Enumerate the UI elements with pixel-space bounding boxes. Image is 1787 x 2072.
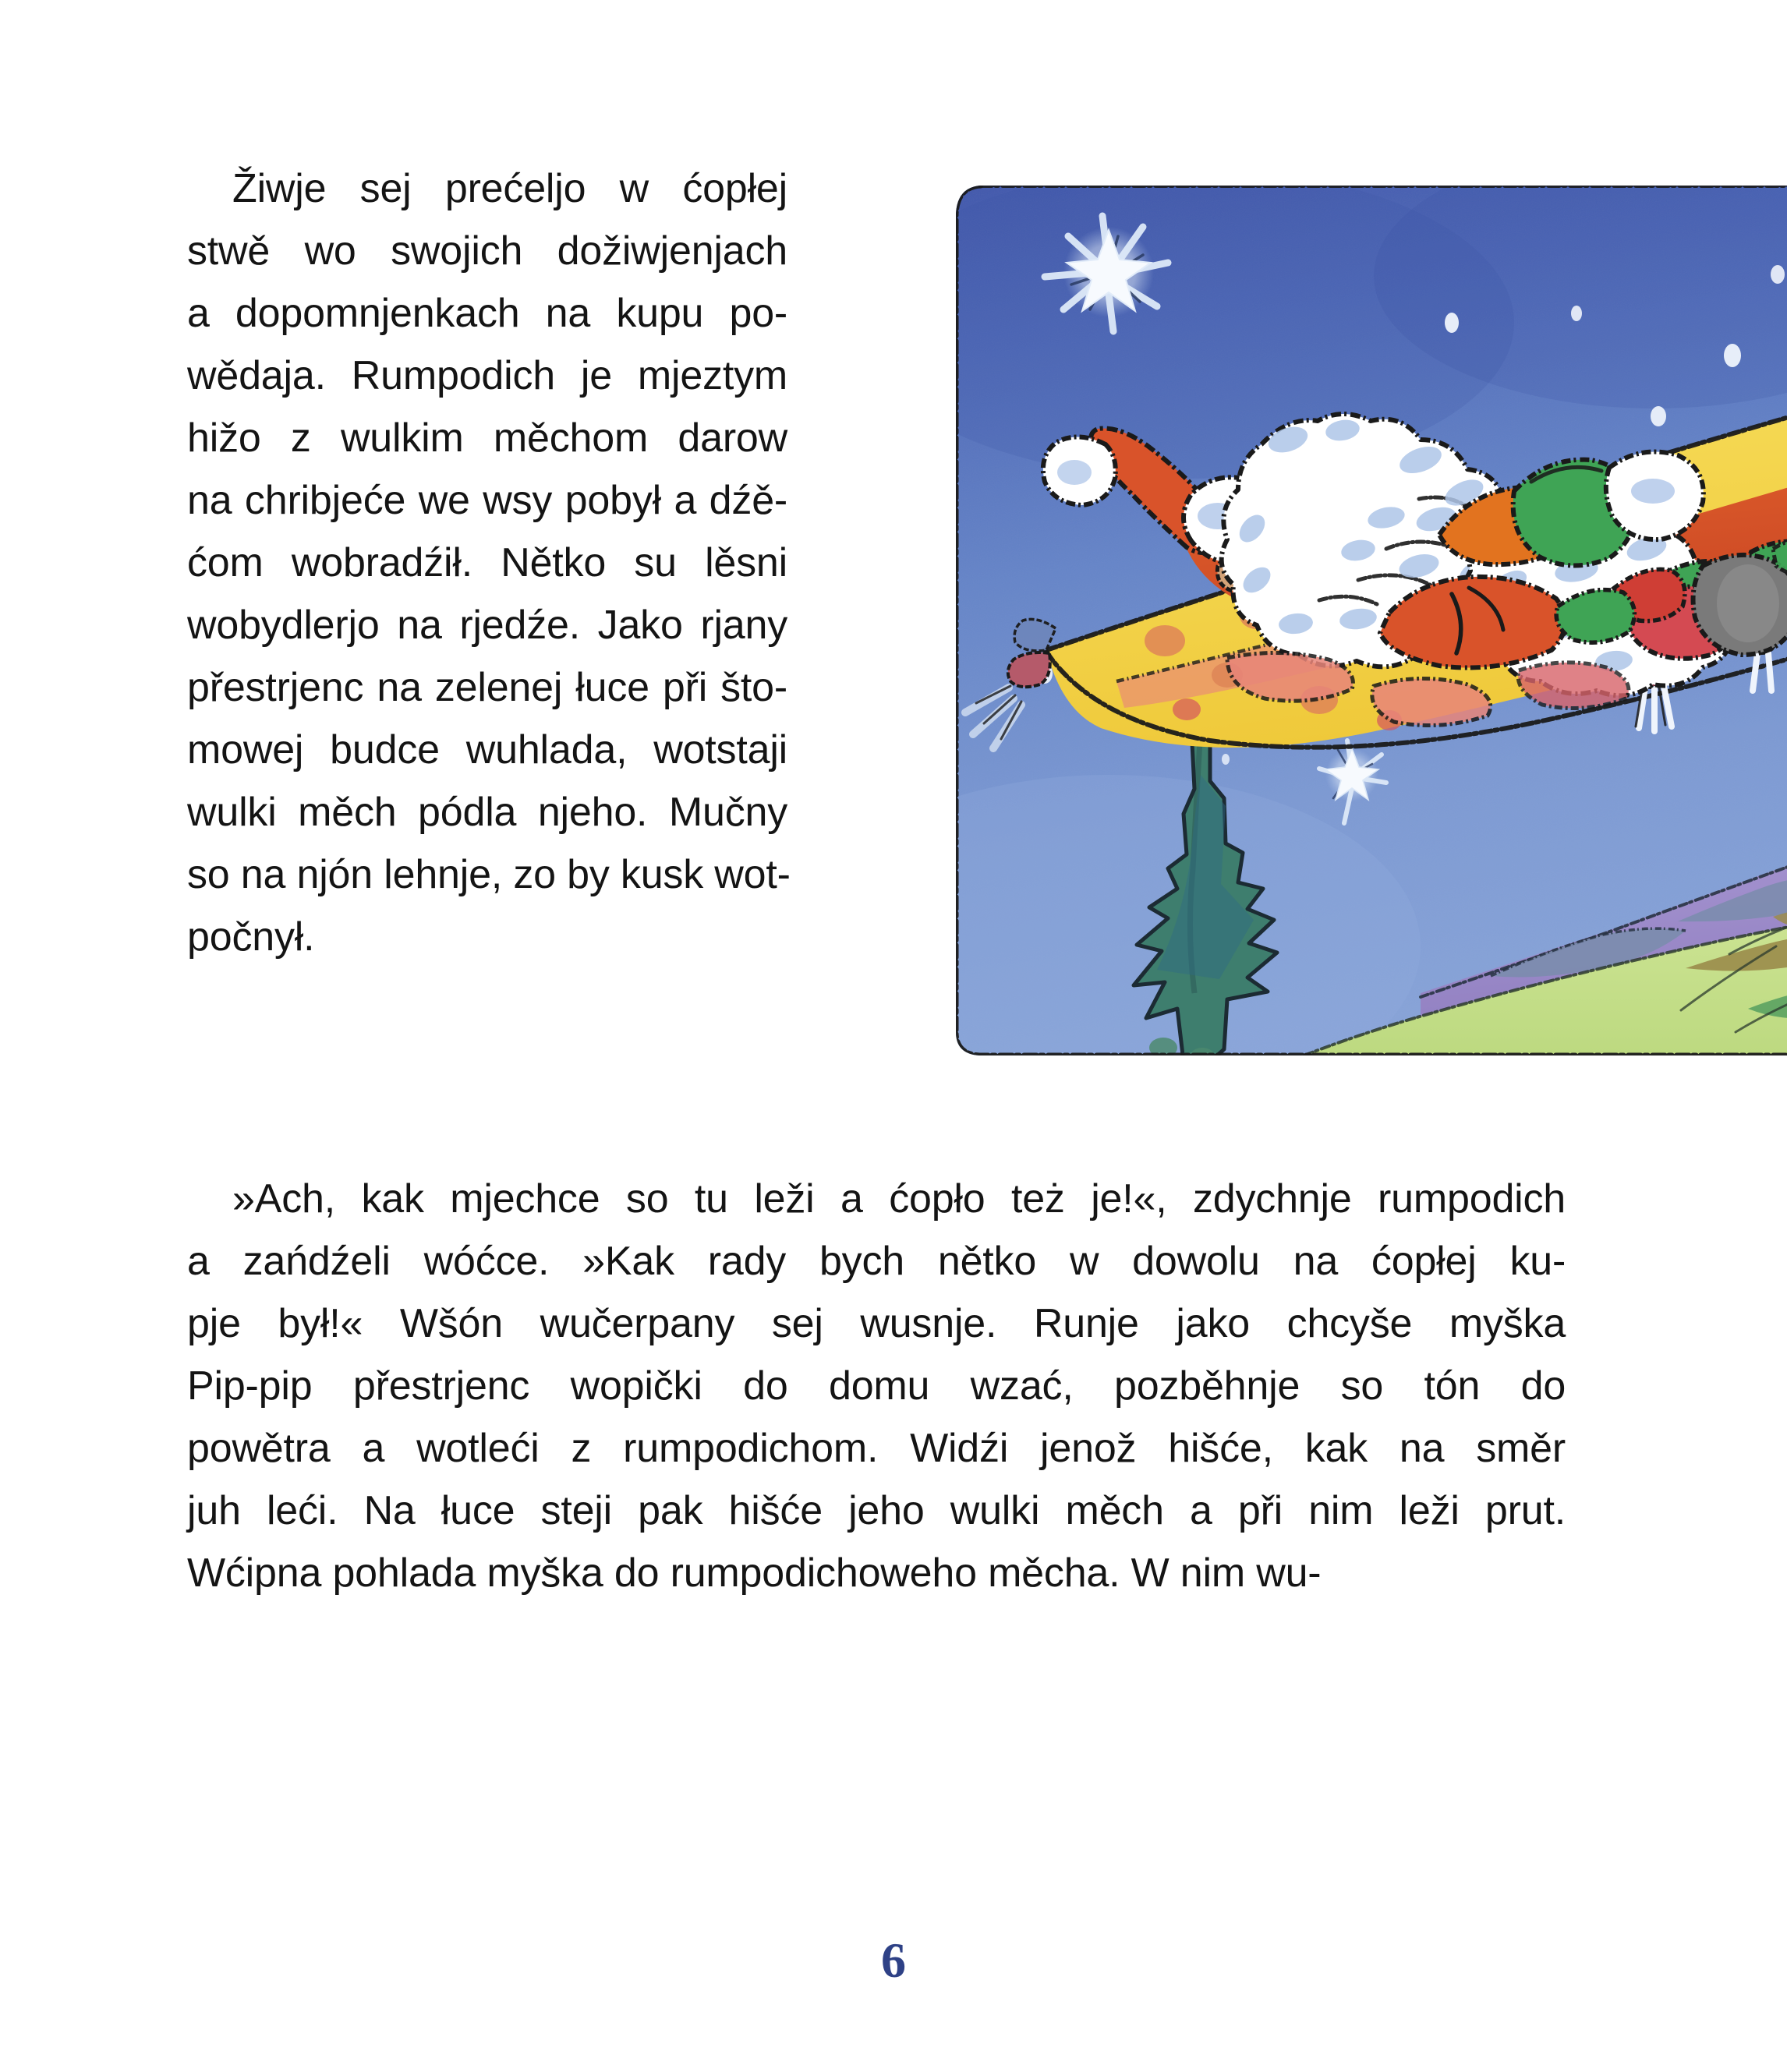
word: kak <box>361 1176 424 1222</box>
word: so <box>1340 1363 1384 1409</box>
word: Pip-pip <box>187 1363 313 1409</box>
page-number: 6 <box>881 1932 906 1988</box>
word: Mučny <box>668 790 788 835</box>
word: prut. <box>1484 1488 1566 1533</box>
word: wuhlada, <box>465 727 628 773</box>
word: wulki <box>187 790 277 835</box>
word: a <box>674 478 697 523</box>
word: wsy <box>483 478 553 523</box>
word: při <box>1237 1488 1283 1533</box>
word: je <box>580 353 612 398</box>
word: myška <box>1449 1301 1566 1346</box>
text-line <box>187 719 787 781</box>
word: rady <box>707 1239 787 1284</box>
word: tón <box>1424 1363 1481 1409</box>
word: by <box>567 852 610 897</box>
word: wusnje. <box>860 1301 997 1346</box>
word: rumpodichoweho <box>670 1550 977 1596</box>
text-line <box>187 407 787 469</box>
word: njeho. <box>537 790 648 835</box>
word: při <box>662 665 708 710</box>
word: nim <box>1180 1550 1245 1596</box>
word: Nětko <box>501 540 607 585</box>
word: sej <box>771 1301 823 1346</box>
word: so <box>187 852 230 897</box>
word: směr <box>1476 1426 1566 1471</box>
word: rumpodich <box>1378 1176 1566 1222</box>
word: Wćipna <box>187 1550 322 1596</box>
word: steji <box>540 1488 612 1533</box>
word: leći. <box>266 1488 338 1533</box>
word: a <box>362 1426 385 1471</box>
word: budce <box>330 727 440 773</box>
text-line <box>187 1168 1566 1230</box>
word: »Kak <box>582 1239 674 1284</box>
word: swojich <box>391 228 523 274</box>
word: Jako <box>597 603 683 648</box>
word: jeho <box>848 1488 925 1533</box>
word: juh <box>187 1488 241 1533</box>
word: z <box>571 1426 592 1471</box>
paragraph-one <box>187 157 791 968</box>
word: měchom <box>493 415 649 461</box>
word: darow <box>678 415 788 461</box>
text-line <box>187 1292 1566 1355</box>
word: kusk <box>620 852 704 897</box>
text-line <box>187 157 787 220</box>
word: rjedźe. <box>459 603 580 648</box>
word: do <box>743 1363 788 1409</box>
word: łuce <box>575 665 649 710</box>
word: wulki <box>950 1488 1040 1533</box>
word: dožiwjenjach <box>557 228 788 274</box>
text-line <box>187 282 787 345</box>
word: domu <box>828 1363 930 1409</box>
word: nim <box>1308 1488 1374 1533</box>
word: lěsni <box>705 540 788 585</box>
word: na <box>187 478 232 523</box>
word: był!« <box>278 1301 363 1346</box>
word: wobydlerjo <box>187 603 380 648</box>
word: zo <box>513 852 556 897</box>
word: zdychnje <box>1192 1176 1352 1222</box>
text-line <box>187 1417 1566 1480</box>
word: wotleći <box>416 1426 540 1471</box>
santa-hem-salmon-3 <box>1518 663 1629 709</box>
word: měch <box>298 790 397 835</box>
word: lehnje, <box>384 852 503 897</box>
word: też <box>1010 1176 1065 1222</box>
word: wopički <box>570 1363 702 1409</box>
word: přestrjenc <box>352 1363 530 1409</box>
text-line <box>187 656 787 719</box>
word: dopomnjenkach <box>235 291 520 336</box>
word: z <box>290 415 311 461</box>
word: a <box>187 291 210 336</box>
text-line <box>187 532 787 594</box>
text-line <box>187 843 791 906</box>
word: we <box>418 478 470 523</box>
word: prećeljo <box>444 166 586 211</box>
word: wotstaji <box>653 727 788 773</box>
word: što- <box>720 665 788 710</box>
word: su <box>634 540 677 585</box>
word: mowej <box>187 727 304 773</box>
word: łuce <box>441 1488 515 1533</box>
word: mjechce <box>450 1176 600 1222</box>
text-line <box>187 1542 1566 1604</box>
word: pje <box>187 1301 241 1346</box>
word: přestrjenc <box>187 665 364 710</box>
word: měch <box>1065 1488 1164 1533</box>
word: Wšón <box>399 1301 503 1346</box>
word: wu- <box>1256 1550 1322 1596</box>
word: ćom <box>187 540 264 585</box>
santa-hem-salmon-2 <box>1372 678 1491 725</box>
word: na <box>397 603 442 648</box>
word: pohlada <box>332 1550 476 1596</box>
word: chribjeće <box>244 478 406 523</box>
word: do <box>1520 1363 1566 1409</box>
word: hišće <box>728 1488 823 1533</box>
word: wědaja. <box>187 353 326 398</box>
word: stwě <box>187 228 271 274</box>
illustration-svg <box>953 182 1787 1062</box>
word: po- <box>729 291 788 336</box>
word: w <box>1069 1239 1099 1284</box>
word: wulkim <box>340 415 464 461</box>
word: kupu <box>616 291 704 336</box>
word: Rumpodich <box>351 353 555 398</box>
word: na <box>545 291 591 336</box>
word: pobył <box>564 478 661 523</box>
word: pak <box>638 1488 703 1533</box>
text-line <box>187 220 787 282</box>
word: njón <box>296 852 373 897</box>
word: leži <box>754 1176 815 1222</box>
word: mjeztym <box>637 353 788 398</box>
word: tu <box>694 1176 728 1222</box>
word: chcyše <box>1286 1301 1413 1346</box>
word: W <box>1131 1550 1170 1596</box>
text-line <box>187 469 787 532</box>
text-line <box>187 781 787 843</box>
word: zelenej <box>434 665 563 710</box>
word: dźě- <box>709 478 788 523</box>
word: wučerpany <box>540 1301 735 1346</box>
word: so <box>625 1176 669 1222</box>
word: rumpodichom. <box>623 1426 879 1471</box>
illustration-content <box>953 182 1787 1062</box>
word: wzać, <box>970 1363 1074 1409</box>
word: wot- <box>714 852 791 897</box>
word: wo <box>304 228 356 274</box>
word: Žiwje <box>232 166 327 211</box>
word: na <box>1399 1426 1445 1471</box>
word: nětko <box>937 1239 1037 1284</box>
illustration-sleeping-santa <box>953 182 1787 1062</box>
word: a <box>187 1239 210 1284</box>
word: powětra <box>187 1426 331 1471</box>
word: Runje <box>1033 1301 1139 1346</box>
word: na <box>240 852 286 897</box>
word: rjany <box>700 603 788 648</box>
word: bych <box>819 1239 904 1284</box>
word: měcha. <box>988 1550 1120 1596</box>
word: počnył. <box>187 914 315 960</box>
word: leži <box>1399 1488 1460 1533</box>
word: je!«, <box>1091 1176 1167 1222</box>
word: Na <box>363 1488 416 1533</box>
word: dowolu <box>1132 1239 1260 1284</box>
word: na <box>377 665 422 710</box>
word: wóćce. <box>423 1239 550 1284</box>
word: myška <box>487 1550 603 1596</box>
word: sej <box>359 166 412 211</box>
text-line <box>187 906 787 968</box>
word: ku- <box>1509 1239 1566 1284</box>
text-line <box>187 1355 1566 1417</box>
word: na <box>1293 1239 1339 1284</box>
word: hižo <box>187 415 261 461</box>
word: a <box>840 1176 863 1222</box>
word: jenož <box>1040 1426 1137 1471</box>
text-line <box>187 1480 1566 1542</box>
word: hišće, <box>1168 1426 1273 1471</box>
word: kak <box>1304 1426 1368 1471</box>
word: ćopłej <box>1371 1239 1477 1284</box>
text-line <box>187 594 787 656</box>
word: pozběhnje <box>1114 1363 1300 1409</box>
word: »Ach, <box>232 1176 335 1222</box>
word: w <box>619 166 649 211</box>
word: ćopło <box>889 1176 986 1222</box>
text-line <box>187 345 787 407</box>
word: do <box>614 1550 660 1596</box>
word: a <box>1189 1488 1212 1533</box>
word: Widźi <box>910 1426 1009 1471</box>
word: pódla <box>418 790 517 835</box>
santa-sock-green <box>1556 590 1634 643</box>
paragraph-two <box>187 1168 1566 1604</box>
word: wobradźił. <box>291 540 472 585</box>
word: ćopłej <box>682 166 788 211</box>
text-line <box>187 1230 1566 1292</box>
word: jako <box>1176 1301 1250 1346</box>
word: zańdźeli <box>242 1239 391 1284</box>
